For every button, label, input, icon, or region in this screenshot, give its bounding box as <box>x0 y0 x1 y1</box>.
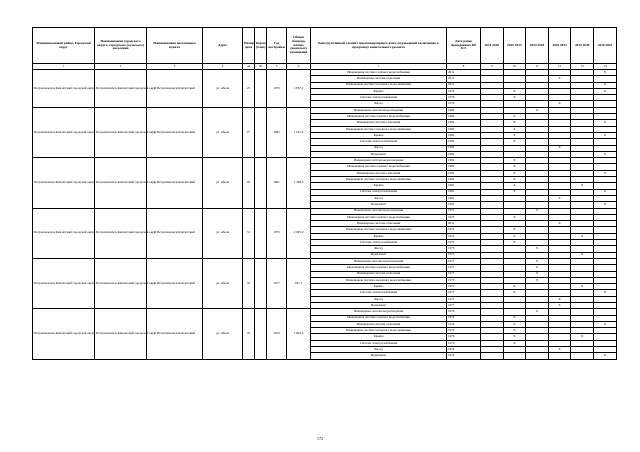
period-mark-cell: X <box>503 315 526 321</box>
prior-repair-date-cell: 2011 <box>447 70 481 76</box>
element-cell: Инженерная система водоотведения <box>311 208 447 214</box>
capital-repair-table <box>32 27 617 360</box>
area-cell: 1 651,2 <box>287 107 311 157</box>
period-mark-cell: X <box>503 328 526 334</box>
prior-repair-date-cell: 1975 <box>447 208 481 214</box>
table-header <box>33 28 617 70</box>
period-mark-cell: X <box>503 170 526 176</box>
period-mark-cell: X <box>571 233 594 239</box>
period-mark-cell: X <box>593 170 616 176</box>
period-mark-cell <box>548 353 571 359</box>
address-cell: ул. Абеля <box>203 309 243 359</box>
period-mark-cell: X <box>503 177 526 183</box>
build-year-cell: 1977 <box>267 258 287 308</box>
period-mark-cell: X <box>503 321 526 327</box>
element-cell: Фундамент <box>311 353 447 359</box>
element-cell: Инженерная система отопления <box>311 271 447 277</box>
prior-repair-date-cell: 1977 <box>447 271 481 277</box>
element-cell: Система электроснабжения <box>311 95 447 101</box>
block-cell <box>255 258 267 308</box>
element-cell: Инженерная система горячего водоснабжения <box>311 315 447 321</box>
table-body <box>33 70 617 360</box>
period-mark-cell: X <box>571 183 594 189</box>
prior-repair-date-cell: 1982 <box>447 145 481 151</box>
district-cell: Петропавловск-Камчатский городской округ <box>33 158 95 208</box>
period-mark-cell: X <box>503 132 526 138</box>
prior-repair-date-cell: 1981 <box>447 202 481 208</box>
build-year-cell: 1975 <box>267 208 287 258</box>
element-cell: Инженерная система горячего водоснабжения <box>311 114 447 120</box>
column-index: 4б <box>255 64 267 70</box>
period-mark-cell: X <box>526 208 549 214</box>
column-index: 8 <box>447 64 481 70</box>
element-cell: Инженерная система водоотведения <box>311 107 447 113</box>
area-cell: 2 695,9 <box>287 208 311 258</box>
element-cell: Инженерная система горячего водоснабжения <box>311 214 447 220</box>
district-cell: Петропавловск-Камчатский городской округ <box>33 309 95 359</box>
element-cell: Фундамент <box>311 151 447 157</box>
block-cell <box>255 208 267 258</box>
element-cell: Инженерная система горячего водоснабжения <box>311 70 447 76</box>
element-cell: Крыша <box>311 284 447 290</box>
column-header: 2024 2028 <box>526 28 549 64</box>
prior-repair-date-cell: 1982 <box>447 126 481 132</box>
house-number-cell: 29 <box>243 158 255 208</box>
prior-repair-date-cell: 1977 <box>447 302 481 308</box>
prior-repair-date-cell: 1976 <box>447 353 481 359</box>
prior-repair-date-cell: 1979 <box>447 95 481 101</box>
element-cell: Инженерная система холодного водоснабжения <box>311 277 447 283</box>
prior-repair-date-cell: 1975 <box>447 233 481 239</box>
element-cell: Инженерная система холодного водоснабжения <box>311 126 447 132</box>
prior-repair-date-cell: 1982 <box>447 114 481 120</box>
column-header: 2029 2033 <box>548 28 571 64</box>
column-index: 4а <box>243 64 255 70</box>
period-mark-cell: X <box>548 195 571 201</box>
prior-repair-date-cell: 1981 <box>447 189 481 195</box>
period-mark-cell: X <box>571 334 594 340</box>
column-header: 2034 2038 <box>571 28 594 64</box>
period-mark-cell: X <box>503 183 526 189</box>
period-mark-cell: X <box>526 258 549 264</box>
element-cell: Инженерная система отопления <box>311 120 447 126</box>
block-cell <box>255 70 267 108</box>
element-cell: Инженерная система холодного водоснабжения <box>311 227 447 233</box>
prior-repair-date-cell: 1975 <box>447 227 481 233</box>
period-mark-cell: X <box>548 221 571 227</box>
column-header: Муниципальный район, Городской округ <box>33 28 95 64</box>
district-cell: Петропавловск-Камчатский городской округ <box>33 258 95 308</box>
block-cell <box>255 158 267 208</box>
period-mark-cell <box>481 353 504 359</box>
period-mark-cell: X <box>548 76 571 82</box>
district-cell: Петропавловск-Камчатский городской округ <box>33 70 95 108</box>
prior-repair-date-cell: 2011 <box>447 221 481 227</box>
district-cell: Петропавловск-Камчатский городской округ <box>33 107 95 157</box>
address-cell: ул. Абеля <box>203 70 243 108</box>
settlement-cell: Петропавловск-Камчатский городской округ <box>95 309 147 359</box>
element-cell: Фундамент <box>311 252 447 258</box>
column-header: 2039 2043 <box>593 28 616 64</box>
period-mark-cell: X <box>548 347 571 353</box>
column-index: 9 <box>481 64 504 70</box>
prior-repair-date-cell: 1977 <box>447 258 481 264</box>
period-mark-cell: X <box>503 334 526 340</box>
element-cell: Инженерная система водоотведения <box>311 158 447 164</box>
period-mark-cell: X <box>503 88 526 94</box>
period-mark-cell: X <box>571 284 594 290</box>
element-cell: Инженерная система холодного водоснабжения <box>311 82 447 88</box>
prior-repair-date-cell: 1982 <box>447 132 481 138</box>
period-mark-cell: X <box>503 340 526 346</box>
period-mark-cell: X <box>503 139 526 145</box>
period-mark-cell: X <box>503 126 526 132</box>
column-index: 4 <box>203 64 243 70</box>
column-header: Адрес <box>203 28 243 64</box>
period-mark-cell: X <box>526 309 549 315</box>
column-index: 11 <box>526 64 549 70</box>
period-mark-cell: X <box>593 321 616 327</box>
area-cell: 1 857,2 <box>287 70 311 108</box>
column-header: Дата ранее проведенных КР КЭ <box>447 28 481 64</box>
settlement-cell: Петропавловск-Камчатский городской округ <box>95 258 147 308</box>
area-cell: 1 349,3 <box>287 158 311 208</box>
period-mark-cell: X <box>503 189 526 195</box>
build-year-cell: 1982 <box>267 107 287 157</box>
period-mark-cell: X <box>503 120 526 126</box>
element-cell: Фасад <box>311 101 447 107</box>
locality-cell: г. Петропавловск-Камчатский <box>147 158 203 208</box>
element-cell: Фасад <box>311 347 447 353</box>
prior-repair-date-cell: 1976 <box>447 309 481 315</box>
prior-repair-date-cell: 1977 <box>447 284 481 290</box>
block-cell <box>255 309 267 359</box>
element-cell: Инженерная система холодного водоснабжения <box>311 177 447 183</box>
prior-repair-date-cell: 1976 <box>447 347 481 353</box>
prior-repair-date-cell: 1976 <box>447 321 481 327</box>
period-mark-cell: X <box>593 290 616 296</box>
column-index: 1 <box>33 64 95 70</box>
settlement-cell: Петропавловск-Камчатский городской округ <box>95 70 147 108</box>
element-cell: Фундамент <box>311 302 447 308</box>
period-mark-cell: X <box>503 158 526 164</box>
prior-repair-date-cell: 1981 <box>447 183 481 189</box>
element-cell: Фасад <box>311 195 447 201</box>
house-number-cell: 27 <box>243 107 255 157</box>
period-mark-cell: X <box>526 246 549 252</box>
period-mark-cell <box>571 353 594 359</box>
column-header: Номер дома <box>243 28 255 64</box>
column-header: Наименование населенного пункта <box>147 28 203 64</box>
period-mark-cell: X <box>503 114 526 120</box>
element-cell: Система электроснабжения <box>311 340 447 346</box>
column-index: 6 <box>287 64 311 70</box>
prior-repair-date-cell: 1981 <box>447 158 481 164</box>
period-mark-cell <box>503 353 526 359</box>
column-header: Год постройки <box>267 28 287 64</box>
prior-repair-date-cell: 1977 <box>447 277 481 283</box>
address-cell: ул. Абеля <box>203 258 243 308</box>
period-mark-cell: X <box>503 227 526 233</box>
column-index: 3 <box>147 64 203 70</box>
period-mark-cell: X <box>593 88 616 94</box>
period-mark-cell: X <box>503 240 526 246</box>
locality-cell: г. Петропавловск-Камчатский <box>147 107 203 157</box>
element-cell: Крыша <box>311 132 447 138</box>
build-year-cell: 1981 <box>267 158 287 208</box>
period-mark-cell: X <box>593 120 616 126</box>
period-mark-cell: X <box>526 271 549 277</box>
settlement-cell: Петропавловск-Камчатский городской округ <box>95 107 147 157</box>
period-mark-cell: X <box>503 284 526 290</box>
element-cell: Система электроснабжения <box>311 189 447 195</box>
prior-repair-date-cell: 1976 <box>447 315 481 321</box>
locality-cell: г. Петропавловск-Камчатский <box>147 70 203 108</box>
column-index: 10 <box>503 64 526 70</box>
house-number-cell: 33 <box>243 258 255 308</box>
prior-repair-date-cell: 1981 <box>447 170 481 176</box>
element-cell: Крыша <box>311 334 447 340</box>
period-mark-cell <box>526 353 549 359</box>
column-header: Общая площадь жилых (нежилых) помещений <box>287 28 311 64</box>
build-year-cell: 1979 <box>267 70 287 108</box>
prior-repair-date-cell: 1977 <box>447 296 481 302</box>
prior-repair-date-cell: 1982 <box>447 139 481 145</box>
prior-repair-date-cell: 1981 <box>447 177 481 183</box>
area-cell: 931,1 <box>287 258 311 308</box>
prior-repair-date-cell: 1979 <box>447 88 481 94</box>
period-mark-cell: X <box>593 353 616 359</box>
address-cell: ул. Абеля <box>203 158 243 208</box>
element-cell: Крыша <box>311 183 447 189</box>
prior-repair-date-cell: 1977 <box>447 265 481 271</box>
element-cell: Фундамент <box>311 202 447 208</box>
element-cell: Инженерная система отопления <box>311 221 447 227</box>
element-cell: Инженерная система отопления <box>311 321 447 327</box>
column-index: 13 <box>571 64 594 70</box>
column-header: Наименование городского округа, городского (сельского) поселения <box>95 28 147 64</box>
district-cell: Петропавловск-Камчатский городской округ <box>33 208 95 258</box>
prior-repair-date-cell: 2011 <box>447 76 481 82</box>
prior-repair-date-cell: 1981 <box>447 164 481 170</box>
column-index: 14 <box>593 64 616 70</box>
page-number: 172 <box>317 436 323 441</box>
element-cell: Крыша <box>311 233 447 239</box>
period-mark-cell: X <box>526 277 549 283</box>
column-index: 12 <box>548 64 571 70</box>
element-cell: Система электроснабжения <box>311 290 447 296</box>
column-header: 2014 2018 <box>481 28 504 64</box>
element-cell: Инженерная система водоотведения <box>311 258 447 264</box>
column-header: Корпус (блок) <box>255 28 267 64</box>
element-cell: Инженерная система отопления <box>311 76 447 82</box>
period-mark-cell: X <box>503 290 526 296</box>
prior-repair-date-cell: 1975 <box>447 214 481 220</box>
build-year-cell: 1976 <box>267 309 287 359</box>
prior-repair-date-cell: 1982 <box>447 107 481 113</box>
prior-repair-date-cell: 1975 <box>447 240 481 246</box>
period-mark-cell: X <box>503 214 526 220</box>
period-mark-cell: X <box>548 302 571 308</box>
house-number-cell: 35 <box>243 309 255 359</box>
prior-repair-date-cell: 1977 <box>447 290 481 296</box>
period-mark-cell: X <box>548 145 571 151</box>
period-mark-cell: X <box>571 252 594 258</box>
element-cell: Инженерная система горячего водоснабжения <box>311 164 447 170</box>
prior-repair-date-cell: 1981 <box>447 195 481 201</box>
element-cell: Система электроснабжения <box>311 139 447 145</box>
column-header: Конструктивный элемент многоквартирного дома, подлежащий включению в программу капитального ремонта <box>311 28 447 64</box>
address-cell: ул. Абеля <box>203 208 243 258</box>
block-cell <box>255 107 267 157</box>
column-index: 7 <box>311 64 447 70</box>
element-cell: Инженерная система холодного водоснабжения <box>311 328 447 334</box>
element-cell: Фасад <box>311 296 447 302</box>
prior-repair-date-cell: 1982 <box>447 120 481 126</box>
prior-repair-date-cell: 1976 <box>447 334 481 340</box>
element-cell: Фасад <box>311 145 447 151</box>
element-cell: Крыша <box>311 88 447 94</box>
area-cell: 1 824,6 <box>287 309 311 359</box>
element-cell: Инженерная система водоотведения <box>311 309 447 315</box>
prior-repair-date-cell: 1975 <box>447 252 481 258</box>
house-number-cell: 25 <box>243 70 255 108</box>
prior-repair-date-cell: 2011 <box>447 82 481 88</box>
address-cell: ул. Абеля <box>203 107 243 157</box>
settlement-cell: Петропавловск-Камчатский городской округ <box>95 158 147 208</box>
period-mark-cell: X <box>593 202 616 208</box>
period-mark-cell: X <box>593 132 616 138</box>
settlement-cell: Петропавловск-Камчатский городской округ <box>95 208 147 258</box>
locality-cell: г. Петропавловск-Камчатский <box>147 258 203 308</box>
period-mark-cell: X <box>526 107 549 113</box>
element-cell: Инженерная система отопления <box>311 170 447 176</box>
locality-cell: г. Петропавловск-Камчатский <box>147 208 203 258</box>
period-mark-cell: X <box>548 101 571 107</box>
period-mark-cell: X <box>593 151 616 157</box>
period-mark-cell: X <box>526 265 549 271</box>
period-mark-cell: X <box>548 296 571 302</box>
period-mark-cell: X <box>503 233 526 239</box>
period-mark-cell: X <box>503 164 526 170</box>
element-cell: Система электроснабжения <box>311 240 447 246</box>
prior-repair-date-cell: 1975 <box>447 246 481 252</box>
element-cell: Инженерная система горячего водоснабжения <box>311 265 447 271</box>
prior-repair-date-cell: 1979 <box>447 101 481 107</box>
prior-repair-date-cell: 1982 <box>447 151 481 157</box>
house-number-cell: 31 <box>243 208 255 258</box>
document-page <box>32 27 616 360</box>
period-mark-cell: X <box>593 70 616 76</box>
period-mark-cell: X <box>503 95 526 101</box>
element-cell: Фасад <box>311 246 447 252</box>
period-mark-cell: X <box>593 189 616 195</box>
period-mark-cell: X <box>593 82 616 88</box>
column-index: 5 <box>267 64 287 70</box>
locality-cell: г. Петропавловск-Камчатский <box>147 309 203 359</box>
prior-repair-date-cell: 1976 <box>447 328 481 334</box>
column-index: 2 <box>95 64 147 70</box>
column-header: 2019 2023 <box>503 28 526 64</box>
prior-repair-date-cell: 1976 <box>447 340 481 346</box>
